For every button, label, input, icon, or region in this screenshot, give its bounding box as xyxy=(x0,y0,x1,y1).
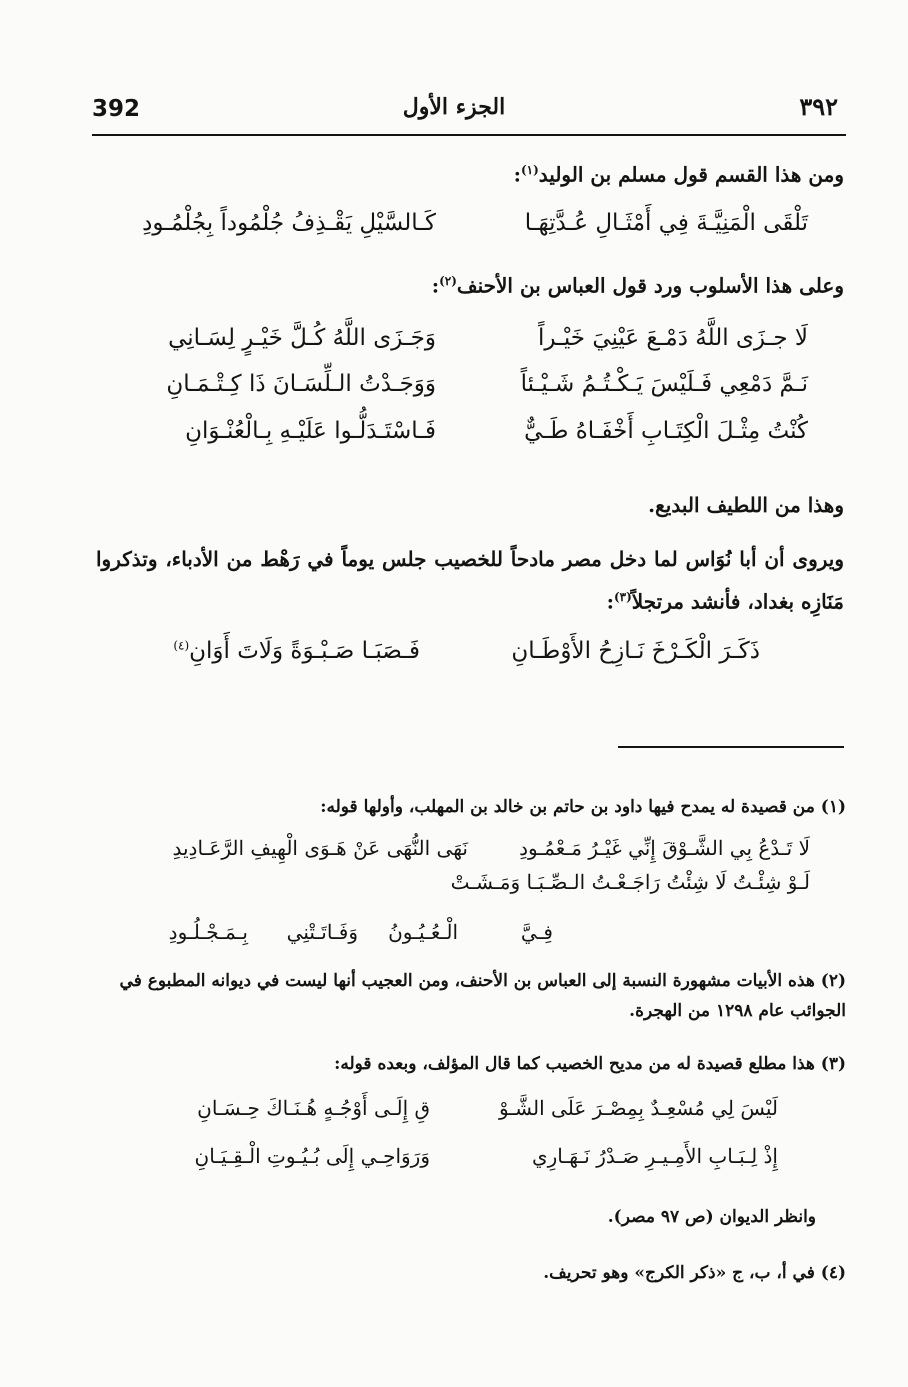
footnote-3-verse-2-first: إِذْ لِـبَـابِ الأَمِـيـرِ صَـدْرُ نَـهَـارِي xyxy=(531,1144,778,1168)
paragraph-1-end: : xyxy=(513,162,521,187)
page-number-latin: 392 xyxy=(92,96,141,122)
verse-2-line-2-second: وَوَجَـدْتُ الـلِّسَـانَ ذَا كِـتْـمَـانِ xyxy=(166,371,436,397)
footnote-4: (٤) في أ، ب، ج «ذكر الكرج» وهو تحريف. xyxy=(543,1263,846,1283)
header-rule xyxy=(92,134,846,136)
paragraph-2-end: : xyxy=(431,273,440,298)
footnote-1-verse-f: وَفَـاتَـتْنِي xyxy=(286,920,358,944)
footnote-1: (١) من قصيدة له يمدح فيها داود بن حاتم بن خالد بن المهلب، وأولها قوله: xyxy=(320,797,846,817)
footnote-2: (٢) هذه الأبيات مشهورة النسبة إلى العباس بن الأحنف، ومن العجيب أنها ليست في ديوانه المطبوع في الجوائب عام ١٢٩٨ من الهجرة. xyxy=(119,971,846,1021)
note-ref-4: (٤) xyxy=(173,638,190,653)
verse-3-second-hemistich xyxy=(173,638,420,664)
verse-2-line-2-first: نَـمَّ دَمْعِي فَـلَيْسَ يَـكْـتُـمُ شَـيْـئاً xyxy=(520,371,808,397)
verse-3-second-text: فَـصَبَـا صَـبْـوَةً وَلَاتَ أَوَانِ xyxy=(189,638,420,664)
verse-1-first-hemistich: تَلْقَى الْمَنِيَّـةَ فِي أَمْثَـالِ عُـدَّتِهَـا xyxy=(524,210,808,236)
paragraph-2 xyxy=(432,262,844,305)
paragraph-4 xyxy=(96,540,844,621)
footnote-1-verse-d: فِـيَّ xyxy=(520,920,553,944)
paragraph-3: وهذا من اللطيف البديع. xyxy=(648,493,844,517)
footnote-1-verse-c: لَـوْ شِئْـتُ لَا شِئْتُ رَاجَـعْـتُ الـصِّـبَـا وَمَـشَـتْ xyxy=(450,870,810,894)
verse-1-second-hemistich: كَـالسَّيْلِ يَقْـذِفُ جُلْمُوداً بِجُلْمُـودِ xyxy=(142,210,436,236)
footnote-3-verse-1-second: قِ إِلَـى أَوْجُـهٍ هُـنَـاكَ حِـسَـانِ xyxy=(197,1096,430,1120)
verse-3-first-hemistich: ذَكَـرَ الْكَـرْخَ نَـازِحُ الأَوْطَـانِ xyxy=(511,638,760,664)
footnote-1-verse-b: نَهَى النُّهَى عَنْ هَـوَى الْهِيفِ الرَّعَـادِيدِ xyxy=(172,836,468,860)
page-number-arabic: ٣٩٢ xyxy=(799,92,838,121)
footnote-1-verse-g: بِـمَـجْـلُـودِ xyxy=(168,920,248,944)
paragraph-4-text: ويروى أن أبا نُوَاس لما دخل مصر مادحاً للخصيب جلس يوماً في رَهْط من الأدباء، وتذكروا مَنَازِه بغداد، فأنشد مرتجلاً xyxy=(96,547,844,614)
footnote-3-verse-2-second: وَرَوَاحِـي إِلَى بُـيُـوتِ الْـقِـيَـانِ xyxy=(194,1144,430,1168)
footnote-1-verse-a: لَا تَـدْعُ بِي الشَّـوْقَ إِنِّي غَيْـرُ مَـعْمُـودِ xyxy=(519,836,810,860)
running-title: الجزء الأول xyxy=(402,94,506,120)
note-ref-3: (٣) xyxy=(613,590,632,604)
paragraph-1-text: ومن هذا القسم قول مسلم بن الوليد xyxy=(538,162,844,187)
verse-2-line-3-second: فَـاسْتَـدَلُّـوا عَلَيْـهِ بِـالْعُنْـوَانِ xyxy=(185,418,436,444)
paragraph-4-end: : xyxy=(606,589,614,614)
footnote-3: (٣) هذا مطلع قصيدة له من مديح الخصيب كما قال المؤلف، وبعده قوله: xyxy=(334,1054,846,1074)
note-ref-2: (٢) xyxy=(439,274,457,288)
footnote-3-end: وانظر الديوان (ص ٩٧ مصر). xyxy=(607,1207,816,1227)
verse-2-line-1-second: وَجَـزَى اللَّهُ كُـلَّ خَيْـرٍ لِسَـانِي xyxy=(168,325,436,351)
paragraph-2-text: وعلى هذا الأسلوب ورد قول العباس بن الأحنف xyxy=(456,273,844,298)
note-ref-1: (١) xyxy=(520,163,539,177)
footnote-1-verse-e: الْـعُـيُـونُ xyxy=(388,920,458,944)
paragraph-1 xyxy=(514,151,844,194)
footnote-rule xyxy=(618,746,844,748)
footnote-3-verse-1-first: لَيْسَ لِي مُسْعِـدٌ بِمِصْـرَ عَلَى الشَّـوْ xyxy=(498,1096,778,1120)
verse-2-line-3-first: كُنْتُ مِثْـلَ الْكِتَـابِ أَخْفَـاهُ طَـيٌّ xyxy=(524,418,808,444)
verse-2-line-1-first: لَا جـزَى اللَّهُ دَمْـعَ عَيْنِيَ خَيْـراً xyxy=(538,325,808,351)
